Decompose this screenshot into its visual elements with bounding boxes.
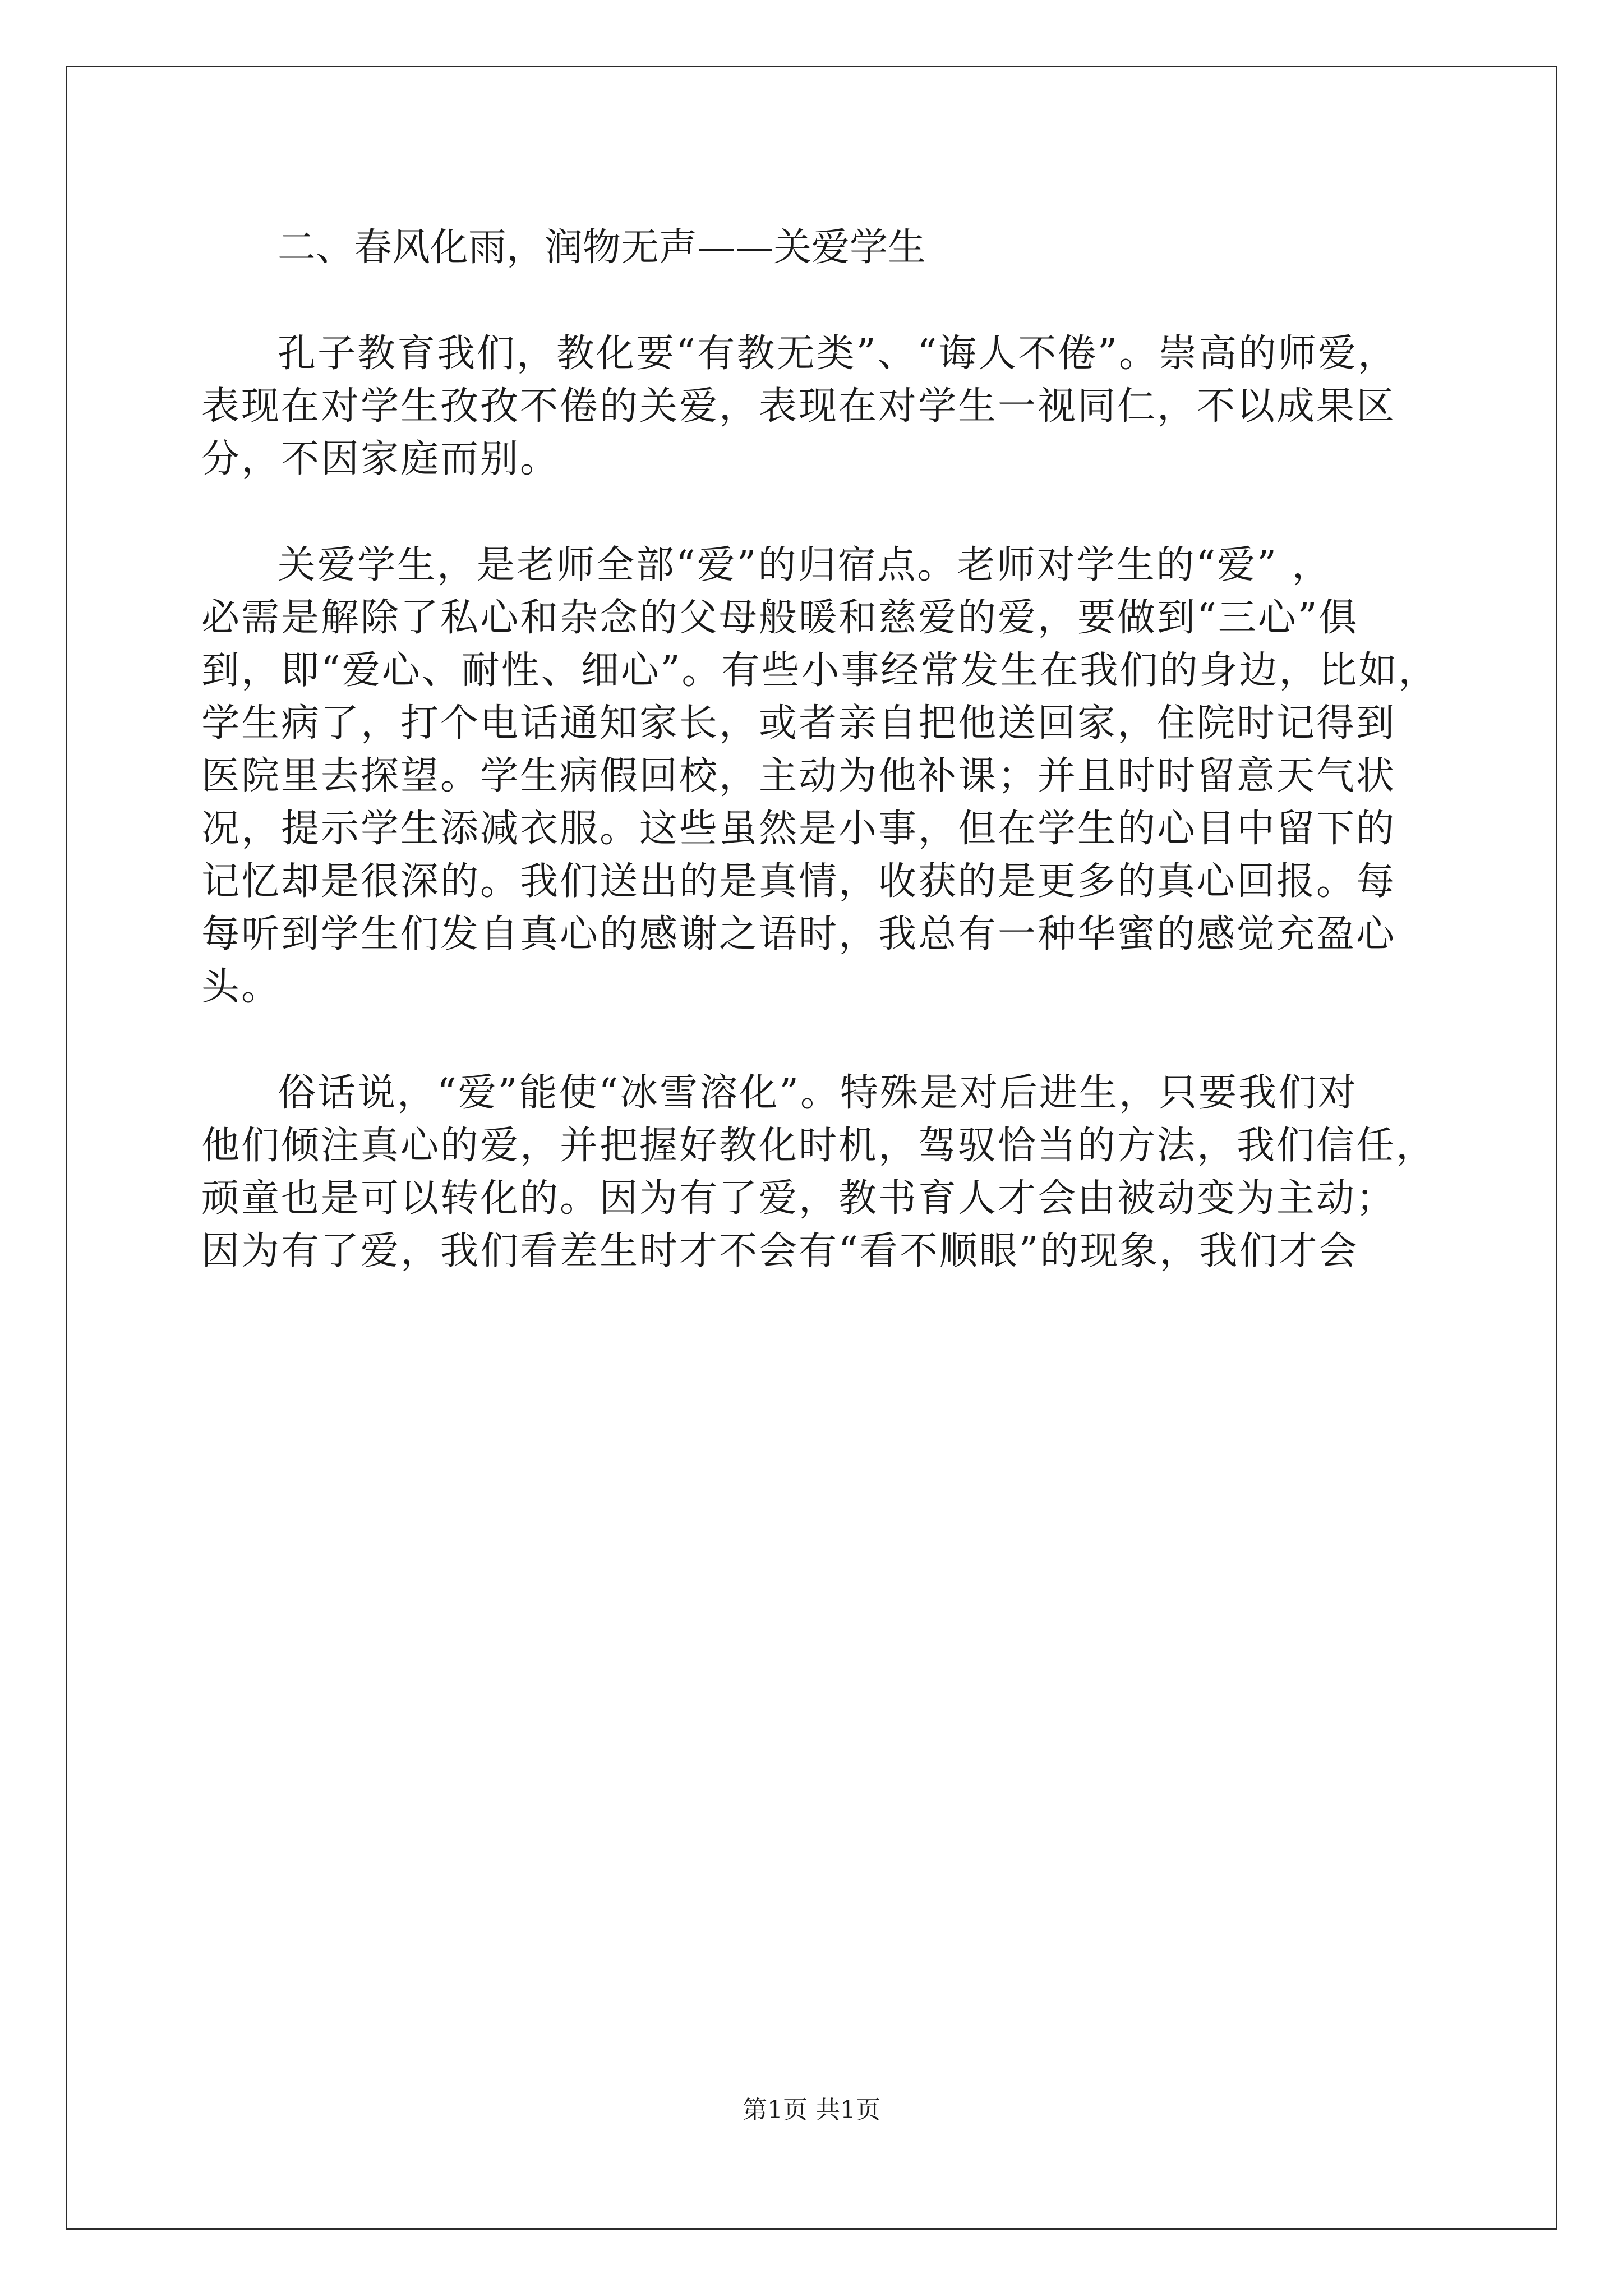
paragraph-line: 到，即“爱心、耐性、细心”。有些小事经常发生在我们的身边，比如， <box>201 648 1438 693</box>
paragraph-line: 俗话说，“爱”能使“冰雪溶化”。特殊是对后进生，只要我们对 <box>278 1071 1358 1115</box>
paragraph-line: 学生病了，打个电话通知家长，或者亲自把他送回家，住院时记得到 <box>201 701 1396 746</box>
paragraph-line: 关爱学生，是老师全部“爱”的归宿点。老师对学生的“爱” ， <box>278 543 1332 587</box>
section-heading: 二、春风化雨，润物无声——关爱学生 <box>278 226 926 270</box>
paragraph-3 <box>201 1067 1436 1278</box>
paragraph-line: 头。 <box>201 965 282 1009</box>
paragraph-line: 况，提示学生添减衣服。这些虽然是小事，但在学生的心目中留下的 <box>201 807 1396 851</box>
paragraph-line: 记忆却是很深的。我们送出的是真情，收获的是更多的真心回报。每 <box>201 859 1396 904</box>
paragraph-line: 医院里去探望。学生病假回校，主动为他补课；并且时时留意天气状 <box>201 754 1396 798</box>
paragraph-1 <box>201 328 1427 486</box>
spacer <box>201 486 1427 539</box>
paragraph-line: 表现在对学生孜孜不倦的关爱，表现在对学生一视同仁，不以成果区 <box>201 384 1396 429</box>
paragraph-line: 孔子教育我们，教化要“有教无类”、“诲人不倦”。崇高的师爱， <box>278 332 1398 376</box>
paragraph-line: 他们倾注真心的爱，并把握好教化时机，驾驭恰当的方法，我们信任， <box>201 1124 1436 1168</box>
paragraph-2 <box>201 539 1438 1014</box>
paragraph-line: 因为有了爱，我们看差生时才不会有“看不顺眼”的现象，我们才会 <box>201 1229 1359 1273</box>
page-number-footer: 第1页 共1页 <box>743 2096 880 2124</box>
paragraph-line: 顽童也是可以转化的。因为有了爱，教书育人才会由被动变为主动； <box>201 1176 1396 1221</box>
paragraph-line: 分，不因家庭而别。 <box>201 437 560 481</box>
spacer <box>201 274 1427 328</box>
paragraph-line: 每听到学生们发自真心的感谢之语时，我总有一种华蜜的感觉充盈心 <box>201 912 1396 956</box>
document-body <box>201 222 1438 1278</box>
paragraph-line: 必需是解除了私心和杂念的父母般暖和慈爱的爱，要做到“三心”俱 <box>201 596 1359 640</box>
spacer <box>201 1014 1427 1067</box>
